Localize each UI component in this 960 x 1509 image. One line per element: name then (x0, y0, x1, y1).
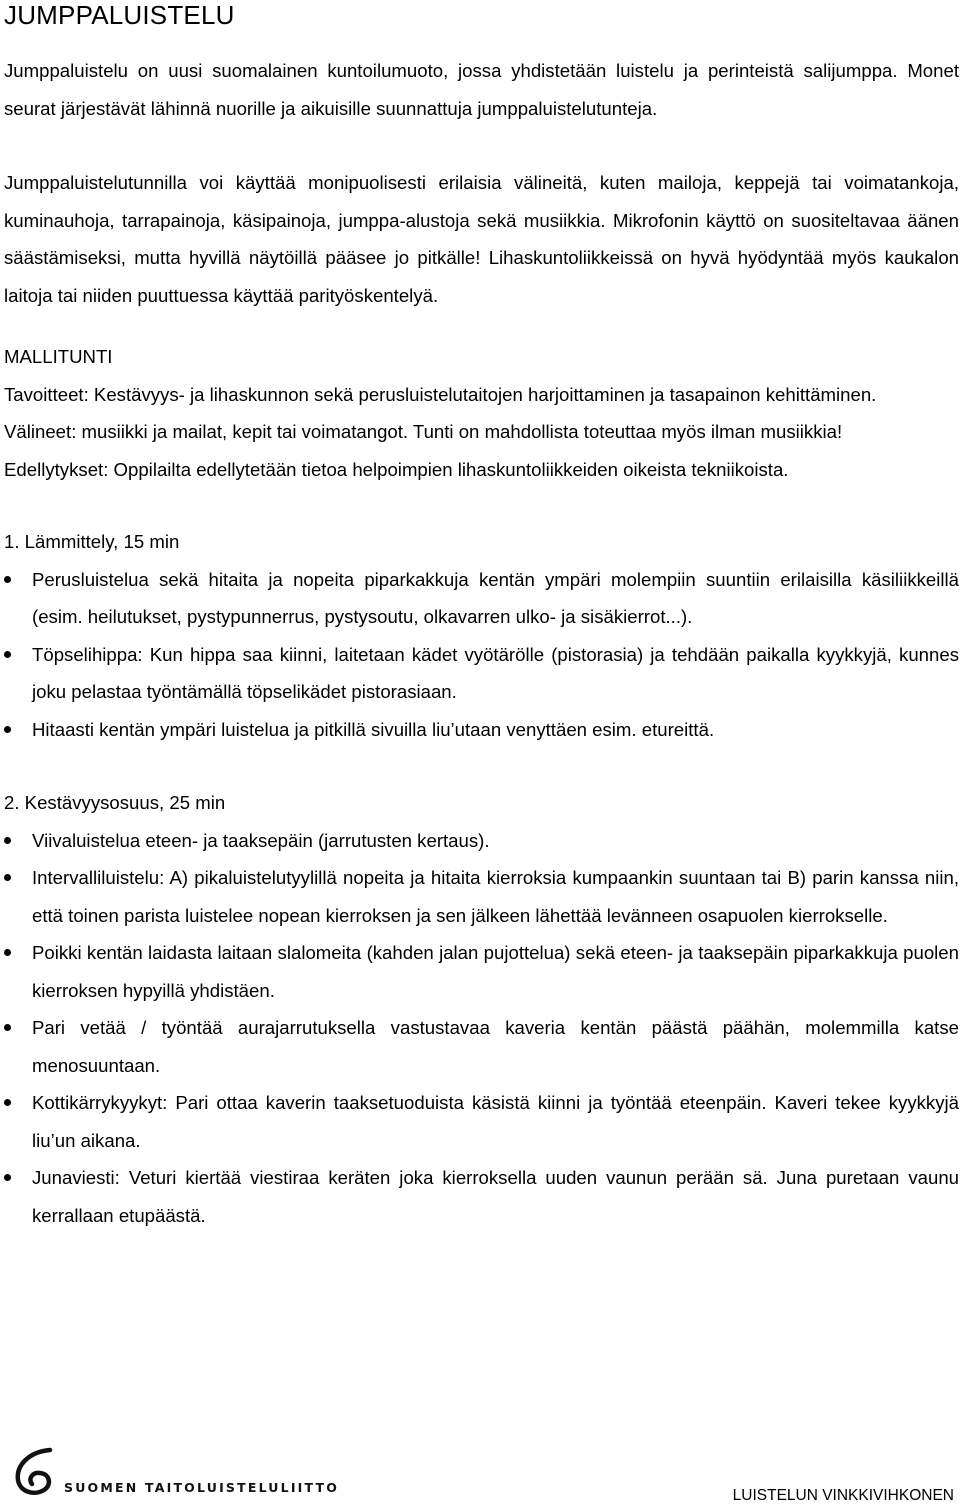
list-item-text: Kottikärrykyykyt: Pari ottaa kaverin taaksetuoduista käsistä kiinni ja työntää eteenpäin. Kaveri tekee kyykkyjä liu’un aikana. (32, 1092, 959, 1151)
document-page (4, 0, 959, 1234)
footer-title: LUISTELUN VINKKIVIHKONEN (732, 1487, 954, 1504)
list-item (4, 934, 959, 1009)
list-item (4, 561, 959, 636)
list-item (4, 1159, 959, 1234)
list-item-text: Pari vetää / työntää aurajarrutuksella vastustavaa kaveria kentän päästä päähän, molemmilla katse menosuuntaan. (32, 1017, 959, 1076)
bullet-icon (4, 576, 11, 583)
list-item-text: Töpselihippa: Kun hippa saa kiinni, laitetaan kädet vyötärölle (pistorasia) ja tehdään paikalla kyykkyjä, kunnes joku pelastaa työntämällä töpselikädet pistorasiaan. (32, 643, 959, 702)
bullet-icon (4, 949, 11, 956)
endurance-list (4, 822, 959, 1235)
bullet-icon (4, 874, 11, 881)
bullet-icon (4, 1174, 11, 1181)
section-heading: 2. Kestävyysosuus, 25 min (4, 792, 226, 813)
page-title: JUMPPALUISTELU (4, 0, 235, 30)
mallitunti-heading: MALLITUNTI (4, 346, 113, 367)
logo-text: SUOMEN TAITOLUISTELULIITTO (64, 1480, 340, 1495)
bullet-icon (4, 1024, 11, 1031)
list-item-text: Intervalliluistelu: A) pikaluistelutyylillä nopeita ja hitaita kierroksia kumpaankin suuntaan tai B) parin kanssa niin, että toinen parista luistelee nopean kierroksen ja sen jälkeen lähettää levänneen osapuolen kierrokselle. (32, 867, 959, 926)
list-item (4, 711, 959, 749)
list-item-text: Junaviesti: Veturi kiertää viestiraa keräten joka kierroksella uuden vaunun perään sä. Juna puretaan vaunu kerrallaan etupäästä. (32, 1167, 959, 1226)
bullet-icon (4, 837, 11, 844)
bullet-icon (4, 1099, 11, 1106)
list-item-text: Poikki kentän laidasta laitaan slalomeita (kahden jalan pujottelua) sekä eteen- ja taaksepäin piparkakkuja puolen kierroksen hypyillä yhdistäen. (32, 942, 959, 1001)
list-item-text: Viivaluistelua eteen- ja taaksepäin (jarrutusten kertaus). (32, 829, 490, 851)
list-item (4, 1009, 959, 1084)
bullet-icon (4, 726, 11, 733)
list-item (4, 1084, 959, 1159)
equipment-text: Välineet: musiikki ja mailat, kepit tai voimatangot. Tunti on mahdollista toteuttaa myös ilman musiikkia! (4, 421, 843, 442)
list-item-text: Hitaasti kentän ympäri luistelua ja pitkillä sivuilla liu’utaan venyttäen esim. etureittä. (32, 718, 715, 740)
bullet-icon (4, 651, 11, 658)
intro-paragraph: Jumppaluistelu on uusi suomalainen kuntoilumuoto, jossa yhdistetään luistelu ja perinteistä salijumppa. Monet seurat järjestävät lähinnä nuorille ja aikuisille suunnattuja jumppaluistelutunteja. (4, 60, 959, 119)
goals-text: Tavoitteet: Kestävyys- ja lihaskunnon sekä perusluistelutaitojen harjoittaminen ja tasapainon kehittäminen. (4, 383, 877, 405)
warmup-list (4, 561, 959, 749)
section-heading: 1. Lämmittely, 15 min (4, 531, 180, 552)
list-item (4, 822, 959, 860)
prerequisites-text: Edellytykset: Oppilailta edellytetään tietoa helpoimpien lihaskuntoliikkeiden oikeista tekniikoista. (4, 458, 789, 480)
list-item (4, 636, 959, 711)
list-item-text: Perusluistelua sekä hitaita ja nopeita piparkakkuja kentän ympäri molempiin suuntiin erilaisilla käsiliikkeillä (esim. heilutukset, pystypunnerrus, pystysoutu, olkavarren ulko- ja sisäkierrot...). (32, 568, 959, 627)
equipment-paragraph: Jumppaluistelutunnilla voi käyttää monipuolisesti erilaisia välineitä, kuten mailoja, keppejä tai voimatankoja, kuminauhoja, tarrapainoja, käsipainoja, jumppa-alustoja sekä musiikkia. Mikrofonin käyttö on suositeltavaa äänen säästämiseksi, mutta hyvillä näytöillä pääsee jo pitkälle! Lihaskuntoliikkeissä on hyvä hyödyntää myös kaukalon laitoja tai niiden puuttuessa käyttää parityöskentelyä. (4, 172, 959, 306)
list-item (4, 859, 959, 934)
